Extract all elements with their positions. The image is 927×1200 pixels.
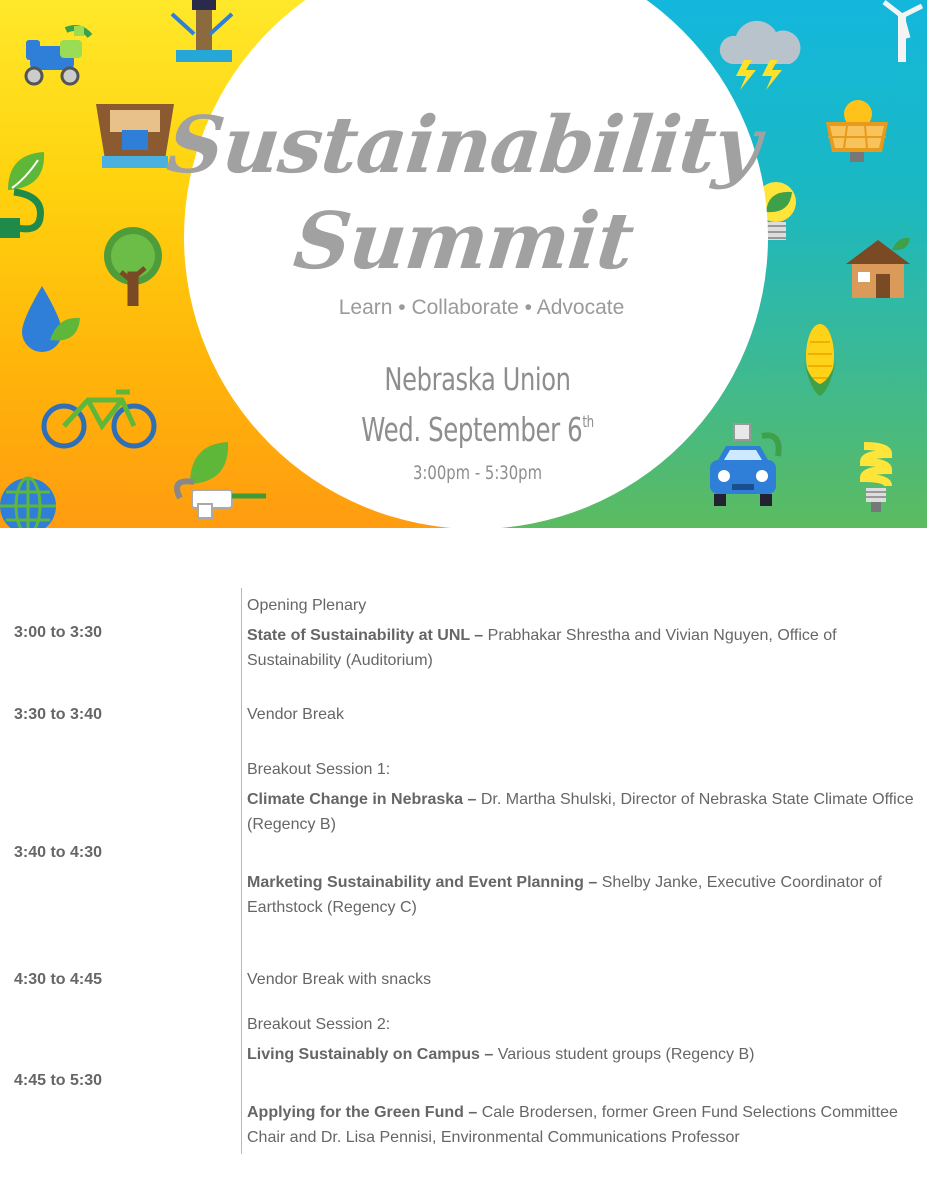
event-banner — [0, 0, 927, 528]
schedule-item-2: Vendor Break — [247, 706, 344, 723]
schedule-time-3: 3:40 to 4:30 — [14, 844, 103, 861]
water-drop-icon — [20, 284, 82, 356]
session-title: Living Sustainably on Campus — [247, 1046, 480, 1063]
event-time: 3:00pm - 5:30pm — [412, 462, 543, 484]
storm-cloud-icon — [718, 18, 804, 90]
session-dash: – — [479, 1046, 498, 1063]
event-tagline: Learn • Collaborate • Advocate — [338, 296, 625, 319]
wind-turbine-icon-right — [878, 0, 926, 62]
session-dash: – — [583, 874, 602, 891]
session-detail: Cale Brodersen, former Green Fund Selections Committee Chair and Dr. Lisa Pennisi, Environmental Communications Professor — [247, 1104, 898, 1146]
schedule-time-4: 4:30 to 4:45 — [14, 971, 103, 988]
session-title: State of Sustainability at UNL — [247, 627, 470, 644]
schedule-session-3b — [247, 870, 917, 920]
schedule-time-1: 3:00 to 3:30 — [14, 624, 103, 641]
schedule-session-1 — [247, 623, 917, 673]
session-detail: Shelby Janke, Executive Coordinator of Earthstock (Regency C) — [247, 874, 882, 916]
schedule-item-4: Vendor Break with snacks — [247, 971, 432, 988]
schedule-heading-5: Breakout Session 2: — [247, 1016, 391, 1033]
event-date — [124, 410, 831, 449]
schedule-session-5a — [247, 1042, 917, 1067]
session-detail: Dr. Martha Shulski, Director of Nebraska State Climate Office (Regency B) — [247, 791, 914, 833]
event-date-suffix: th — [582, 412, 594, 431]
session-title: Applying for the Green Fund — [247, 1104, 464, 1121]
schedule-heading-3: Breakout Session 1: — [247, 761, 391, 778]
event-date-text: Wed. September 6 — [361, 410, 583, 449]
schedule-session-5b — [247, 1100, 917, 1150]
event-location: Nebraska Union — [384, 362, 571, 398]
session-detail: Various student groups (Regency B) — [497, 1046, 755, 1063]
scooter-icon — [18, 18, 98, 88]
globe-icon — [0, 474, 62, 528]
schedule-heading-1: Opening Plenary — [247, 597, 367, 614]
schedule-divider — [241, 588, 242, 1154]
schedule-session-3a — [247, 787, 917, 837]
cfl-bulb-icon — [856, 440, 896, 518]
session-dash: – — [463, 1104, 482, 1121]
session-title: Marketing Sustainability and Event Planning — [247, 874, 584, 891]
session-detail: Prabhakar Shrestha and Vivian Nguyen, Office of Sustainability (Auditorium) — [247, 627, 837, 669]
schedule-time-5: 4:45 to 5:30 — [14, 1072, 103, 1089]
event-title-line1: Sustainability — [163, 100, 764, 191]
session-dash: – — [463, 791, 481, 808]
schedule-time-2: 3:30 to 3:40 — [14, 706, 103, 723]
session-dash: – — [469, 627, 488, 644]
wind-turbine-icon — [162, 0, 242, 68]
event-title-line2: Summit — [289, 196, 638, 287]
session-title: Climate Change in Nebraska — [247, 791, 464, 808]
